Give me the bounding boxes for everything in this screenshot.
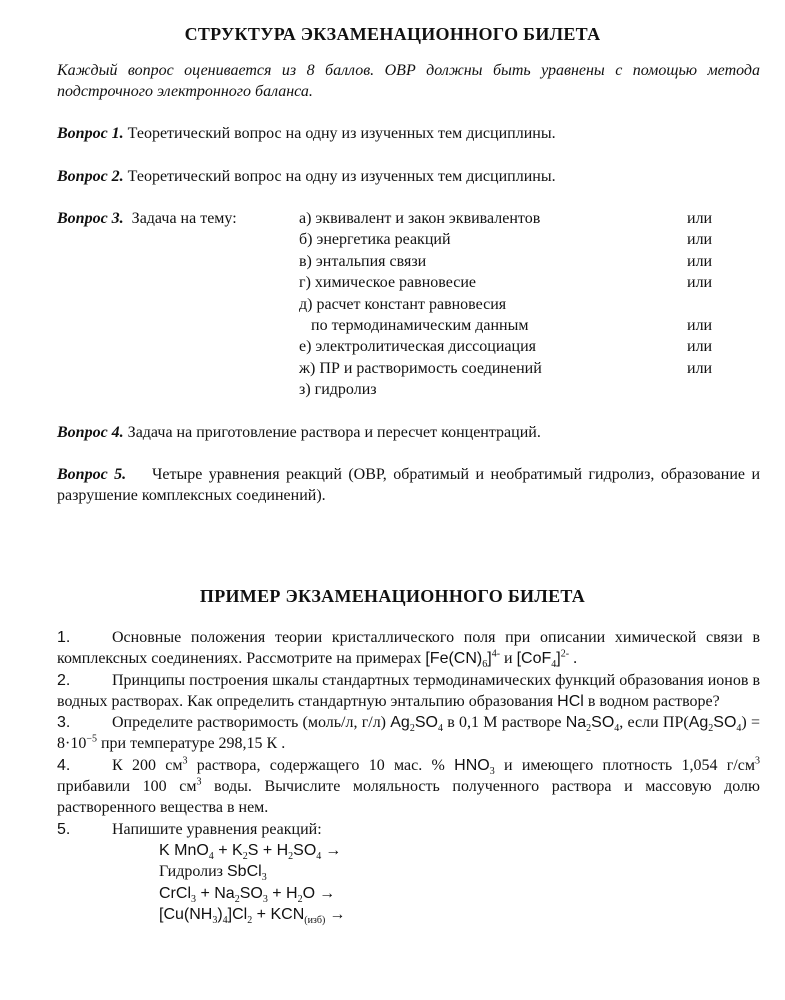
- question-5: [57, 464, 765, 506]
- topic-row: [299, 336, 719, 357]
- structure-title: СТРУКТУРА ЭКЗАМЕНАЦИОННОГО БИЛЕТА: [184, 24, 601, 44]
- subscript: 4: [437, 723, 443, 735]
- reaction-equation: [57, 883, 760, 904]
- subscript: 3: [191, 893, 196, 905]
- subscript: 4: [614, 723, 620, 735]
- formula: + K: [213, 841, 243, 859]
- reaction-equation: [57, 904, 760, 925]
- subscript: 2: [409, 723, 415, 735]
- question-label: Вопрос 3.: [57, 210, 124, 227]
- formula: + KCN: [252, 905, 305, 923]
- topic-row: [299, 294, 719, 315]
- topic-row: [299, 208, 719, 229]
- reaction-equation: [57, 840, 760, 861]
- formula: ]Cl: [227, 905, 248, 923]
- formula: SO: [414, 714, 438, 732]
- formula: SO: [713, 714, 737, 732]
- example-item: [57, 627, 760, 670]
- question-label: Вопрос 4.: [57, 424, 124, 441]
- formula: SO: [293, 841, 317, 859]
- text-run: ) = 8·10: [57, 714, 760, 753]
- subscript: 6: [482, 659, 488, 671]
- topic-or: или: [687, 317, 713, 335]
- item-number: 1.: [57, 629, 71, 646]
- topic-row: [299, 315, 719, 336]
- subscript: 2: [586, 723, 592, 735]
- superscript: 3: [196, 776, 202, 788]
- formula: CrCl: [159, 884, 191, 902]
- topic-text: д) расчет констант равновесия: [299, 295, 507, 313]
- topic-or: или: [687, 359, 713, 377]
- formula: HCl: [557, 692, 584, 710]
- text-run: прибавили 100 см: [57, 778, 197, 796]
- topic-text: з) гидролиз: [299, 381, 377, 399]
- item-number: 3.: [57, 714, 71, 732]
- topic-or: или: [687, 231, 713, 249]
- subscript: 4: [736, 723, 742, 735]
- superscript: −5: [86, 734, 97, 746]
- formula: SO: [591, 714, 615, 732]
- question-label: Вопрос 5.: [57, 466, 127, 483]
- formula: HNO: [454, 756, 490, 774]
- question-2: [57, 166, 760, 187]
- text-run: воды. Вычислите моляльность полученного раствора и массовую долю растворенного вещества в нем.: [57, 778, 760, 817]
- topic-text: в) энтальпия связи: [299, 252, 427, 270]
- subscript: 4: [316, 851, 322, 863]
- topic-row: [299, 272, 719, 293]
- topic-row: [299, 229, 719, 250]
- topic-text: г) химическое равновесие: [299, 274, 476, 292]
- text-run: .: [569, 650, 578, 668]
- item-number: 5.: [57, 820, 71, 838]
- topic-or: [687, 379, 719, 400]
- text-run: Напишите уравнения реакций:: [112, 820, 322, 838]
- topic-row: [299, 251, 719, 272]
- question-label: Вопрос 1.: [57, 125, 124, 142]
- question-4: [57, 422, 760, 443]
- intro-text: Каждый вопрос оценивается из 8 баллов. ОВР должны быть уравнены с помощью метода подстрочного электронного баланса.: [57, 62, 760, 100]
- subscript: 2: [234, 893, 240, 905]
- formula: + Na: [196, 884, 235, 902]
- example-title: ПРИМЕР ЭКЗАМЕНАЦИОННОГО БИЛЕТА: [199, 586, 586, 606]
- subscript: 2: [242, 851, 248, 863]
- formula: SO: [239, 884, 263, 902]
- example-item: [57, 755, 760, 819]
- topic-or: [687, 294, 719, 315]
- subscript: 2: [708, 723, 714, 735]
- text-run: →: [325, 905, 346, 923]
- text-run: Гидролиз: [159, 863, 227, 881]
- topic-text: а) эквивалент и закон эквивалентов: [299, 210, 541, 227]
- question-text: Теоретический вопрос на одну из изученных тем дисциплины.: [123, 168, 556, 185]
- text-run: в водном растворе?: [583, 692, 720, 710]
- superscript: 4-: [491, 648, 501, 660]
- topic-text: е) электролитическая диссоциация: [299, 338, 536, 356]
- item-number: 4.: [57, 756, 71, 774]
- topic-row: [299, 358, 719, 379]
- subscript: 2: [297, 893, 303, 905]
- example-item: [57, 712, 760, 755]
- topic-list: [299, 208, 719, 401]
- formula: + H: [267, 884, 298, 902]
- subscript: 3: [212, 915, 218, 927]
- example-item: [57, 670, 760, 713]
- item-number: 2.: [57, 671, 71, 689]
- text-run: Принципы построения шкалы стандартных термодинамических функций образования ионов в водных растворах. Как определить стандартную энтальпию образования: [57, 671, 760, 710]
- superscript: 2-: [560, 648, 570, 660]
- topic-text: б) энергетика реакций: [299, 231, 451, 249]
- text-run: К 200 см: [112, 756, 183, 774]
- superscript: 3: [754, 755, 760, 767]
- topic-text: по термодинамическим данным: [299, 317, 529, 335]
- formula: ]: [556, 650, 561, 668]
- text-run: и: [500, 650, 517, 668]
- example-items: [57, 627, 760, 925]
- question-label: Вопрос 2.: [57, 168, 124, 185]
- superscript: 3: [182, 755, 188, 767]
- text-run: →: [321, 841, 342, 859]
- formula: [CoF: [516, 650, 552, 668]
- subscript: 4: [551, 659, 557, 671]
- formula: S + H: [247, 841, 289, 859]
- subscript: 2: [288, 851, 294, 863]
- subscript: 4: [222, 915, 228, 927]
- text-run: в 0,1 М растворе: [442, 714, 566, 732]
- subscript: 3: [489, 765, 495, 777]
- subscript: 3: [262, 893, 268, 905]
- topic-or: или: [687, 338, 713, 356]
- topic-row: [299, 379, 719, 400]
- topic-or: или: [687, 210, 713, 227]
- question-text: Четыре уравнения реакций (ОВР, обратимый и необратимый гидролиз, образование и разрушение комплексных соединений).: [57, 466, 765, 504]
- formula: ]: [487, 650, 492, 668]
- question-text: Задача на тему:: [123, 210, 237, 227]
- question-1: [57, 123, 760, 144]
- subscript: 2: [247, 915, 253, 927]
- formula: ): [217, 905, 223, 923]
- text-run: раствора, содержащего 10 мас. %: [187, 756, 455, 774]
- subscript: 3: [261, 872, 267, 884]
- text-run: Определите растворимость (моль/л, г/л): [112, 714, 391, 732]
- text-run: Основные положения теории кристаллического поля при описании химической связи в комплексных соединениях. Рассмотрите на примерах: [57, 629, 760, 668]
- formula: Na: [565, 714, 587, 732]
- formula: K MnO: [159, 841, 209, 859]
- text-run: при температуре 298,15 К .: [96, 735, 286, 753]
- example-item: [57, 819, 760, 840]
- formula: [Cu(NH: [159, 905, 213, 923]
- topic-or: или: [687, 274, 713, 292]
- subscript: (изб): [304, 915, 326, 927]
- question-text: Теоретический вопрос на одну из изученных тем дисциплины.: [123, 125, 556, 142]
- text-run: , если ПР(: [619, 714, 689, 732]
- formula: [Fe(CN): [425, 650, 483, 668]
- formula: O: [302, 884, 316, 902]
- text-run: и имеющего плотность 1,054 г/см: [494, 756, 755, 774]
- text-run: →: [315, 884, 336, 902]
- question-text: Задача на приготовление раствора и пересчет концентраций.: [123, 424, 541, 441]
- topic-text: ж) ПР и растворимость соединений: [299, 359, 542, 377]
- topic-or: или: [687, 252, 713, 270]
- subscript: 4: [208, 851, 214, 863]
- formula: Ag: [688, 714, 709, 732]
- reaction-equation: [57, 861, 760, 882]
- formula: Ag: [390, 714, 410, 732]
- formula: SbCl: [227, 863, 262, 881]
